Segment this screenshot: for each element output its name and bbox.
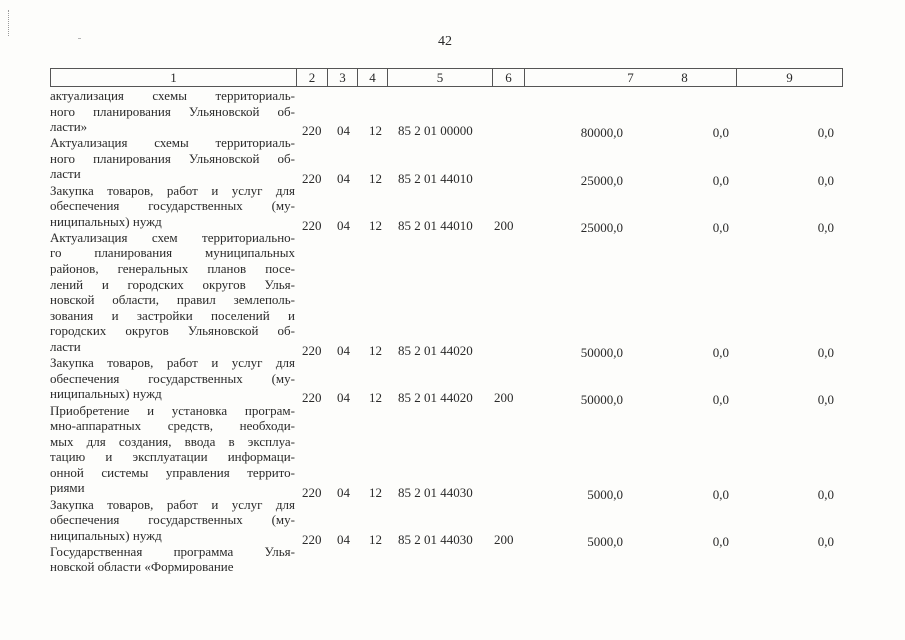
row-name-line: новской области, правил землеполь- bbox=[50, 292, 295, 308]
row-amount-col7: 25000,0 bbox=[580, 172, 623, 188]
scan-artifact-mark bbox=[8, 10, 13, 36]
header-col-2: 2 bbox=[297, 69, 328, 86]
row-expense-type: 200 bbox=[494, 217, 514, 233]
row-amount-col7: 50000,0 bbox=[580, 392, 623, 408]
row-amount-col9: 0,0 bbox=[817, 533, 834, 549]
row-name-line: Приобретение и установка програм- bbox=[50, 402, 295, 418]
row-subsection-code: 12 bbox=[369, 170, 382, 186]
table-header bbox=[50, 68, 843, 87]
row-target-article: 85 2 01 44020 bbox=[398, 390, 473, 406]
row-name-line: Закупка товаров, работ и услуг для bbox=[50, 182, 295, 198]
row-name-line: Закупка товаров, работ и услуг для bbox=[50, 496, 295, 512]
table-row bbox=[50, 403, 295, 497]
row-name-line: тацию и эксплуатации информаци- bbox=[50, 449, 295, 465]
row-amount-col8: 0,0 bbox=[712, 219, 729, 235]
row-name-line: обеспечения государственных (му- bbox=[50, 370, 295, 386]
header-col-6: 6 bbox=[493, 69, 525, 86]
row-name-line: Актуализация схемы территориаль- bbox=[50, 135, 295, 151]
row-amount-col9: 0,0 bbox=[817, 392, 834, 408]
row-name-line: обеспечения государственных (му- bbox=[50, 198, 295, 214]
header-col-7: 7 bbox=[525, 69, 737, 86]
row-name-line: ниципальных) нужд bbox=[50, 386, 162, 402]
table-row bbox=[50, 497, 295, 544]
row-subsection-code: 12 bbox=[369, 531, 382, 547]
table-row bbox=[50, 230, 295, 355]
row-section-code: 04 bbox=[337, 217, 350, 233]
row-name-line: ласти bbox=[50, 339, 81, 355]
table-row bbox=[50, 355, 295, 402]
row-name-line: Государственная программа Улья- bbox=[50, 543, 295, 559]
row-target-article: 85 2 01 44010 bbox=[398, 217, 473, 233]
row-amount-col7: 5000,0 bbox=[587, 533, 623, 549]
row-ved-code: 220 bbox=[302, 390, 322, 406]
row-amount-col9: 0,0 bbox=[817, 486, 834, 502]
row-target-article: 85 2 01 44030 bbox=[398, 531, 473, 547]
row-amount-col7: 80000,0 bbox=[580, 125, 623, 141]
row-ved-code: 220 bbox=[302, 343, 322, 359]
row-amount-col8: 0,0 bbox=[712, 125, 729, 141]
row-amount-col8: 0,0 bbox=[712, 345, 729, 361]
row-target-article: 85 2 01 44010 bbox=[398, 170, 473, 186]
header-col-1: 1 bbox=[51, 69, 297, 86]
row-section-code: 04 bbox=[337, 170, 350, 186]
row-expense-type: 200 bbox=[494, 531, 514, 547]
row-name-line: ниципальных) нужд bbox=[50, 213, 162, 229]
row-name-line: риями bbox=[50, 480, 85, 496]
table-row bbox=[50, 544, 295, 575]
row-target-article: 85 2 01 00000 bbox=[398, 123, 473, 139]
row-name-line: районов, генеральных планов посе- bbox=[50, 261, 295, 277]
table-row bbox=[50, 88, 295, 135]
row-amount-col7: 5000,0 bbox=[587, 486, 623, 502]
row-section-code: 04 bbox=[337, 343, 350, 359]
row-subsection-code: 12 bbox=[369, 217, 382, 233]
row-section-code: 04 bbox=[337, 390, 350, 406]
row-amount-col8: 0,0 bbox=[712, 486, 729, 502]
row-name-line: онной системы управления террито- bbox=[50, 464, 295, 480]
row-name-line: обеспечения государственных (му- bbox=[50, 512, 295, 528]
row-ved-code: 220 bbox=[302, 217, 322, 233]
row-name-line: мно-аппаратных средств, необходи- bbox=[50, 418, 295, 434]
row-subsection-code: 12 bbox=[369, 123, 382, 139]
table-row bbox=[50, 135, 295, 182]
row-name-line: ного планирования Ульяновской об- bbox=[50, 150, 295, 166]
row-amount-col9: 0,0 bbox=[817, 172, 834, 188]
row-amount-col8: 0,0 bbox=[712, 533, 729, 549]
row-section-code: 04 bbox=[337, 531, 350, 547]
row-subsection-code: 12 bbox=[369, 343, 382, 359]
row-amount-col9: 0,0 bbox=[817, 345, 834, 361]
row-name-line: го планирования муниципальных bbox=[50, 245, 295, 261]
row-name-line: ласти» bbox=[50, 119, 88, 135]
row-name-line: новской области «Формирование bbox=[50, 559, 234, 575]
table-row bbox=[50, 183, 295, 230]
row-target-article: 85 2 01 44020 bbox=[398, 343, 473, 359]
header-col-3: 3 bbox=[328, 69, 358, 86]
row-amount-col7: 25000,0 bbox=[580, 219, 623, 235]
row-target-article: 85 2 01 44030 bbox=[398, 484, 473, 500]
row-ved-code: 220 bbox=[302, 123, 322, 139]
row-amount-col8: 0,0 bbox=[712, 172, 729, 188]
row-name-line: зования и застройки поселений и bbox=[50, 307, 295, 323]
row-name-line: ниципальных) нужд bbox=[50, 527, 162, 543]
row-amount-col9: 0,0 bbox=[817, 219, 834, 235]
header-col-5: 5 bbox=[388, 69, 493, 86]
row-name-line: ласти bbox=[50, 166, 81, 182]
header-col-9: 9 bbox=[786, 70, 793, 85]
row-subsection-code: 12 bbox=[369, 484, 382, 500]
row-name-line: лений и городских округов Улья- bbox=[50, 276, 295, 292]
row-name-line: городских округов Ульяновской об- bbox=[50, 323, 295, 339]
row-name-line: мых для создания, ввода в эксплуа- bbox=[50, 433, 295, 449]
row-expense-type: 200 bbox=[494, 390, 514, 406]
row-ved-code: 220 bbox=[302, 531, 322, 547]
row-section-code: 04 bbox=[337, 484, 350, 500]
row-amount-col8: 0,0 bbox=[712, 392, 729, 408]
row-ved-code: 220 bbox=[302, 484, 322, 500]
row-name-line: Закупка товаров, работ и услуг для bbox=[50, 355, 295, 371]
header-col-4: 4 bbox=[358, 69, 388, 86]
row-section-code: 04 bbox=[337, 123, 350, 139]
row-name-line: Актуализация схем территориально- bbox=[50, 229, 295, 245]
row-name-line: ного планирования Ульяновской об- bbox=[50, 103, 295, 119]
header-col-8: 8 bbox=[633, 69, 737, 86]
row-name-line: актуализация схемы территориаль- bbox=[50, 88, 295, 103]
row-amount-col9: 0,0 bbox=[817, 125, 834, 141]
page-number: 42 bbox=[438, 34, 452, 49]
row-amount-col7: 50000,0 bbox=[580, 345, 623, 361]
row-subsection-code: 12 bbox=[369, 390, 382, 406]
row-ved-code: 220 bbox=[302, 170, 322, 186]
